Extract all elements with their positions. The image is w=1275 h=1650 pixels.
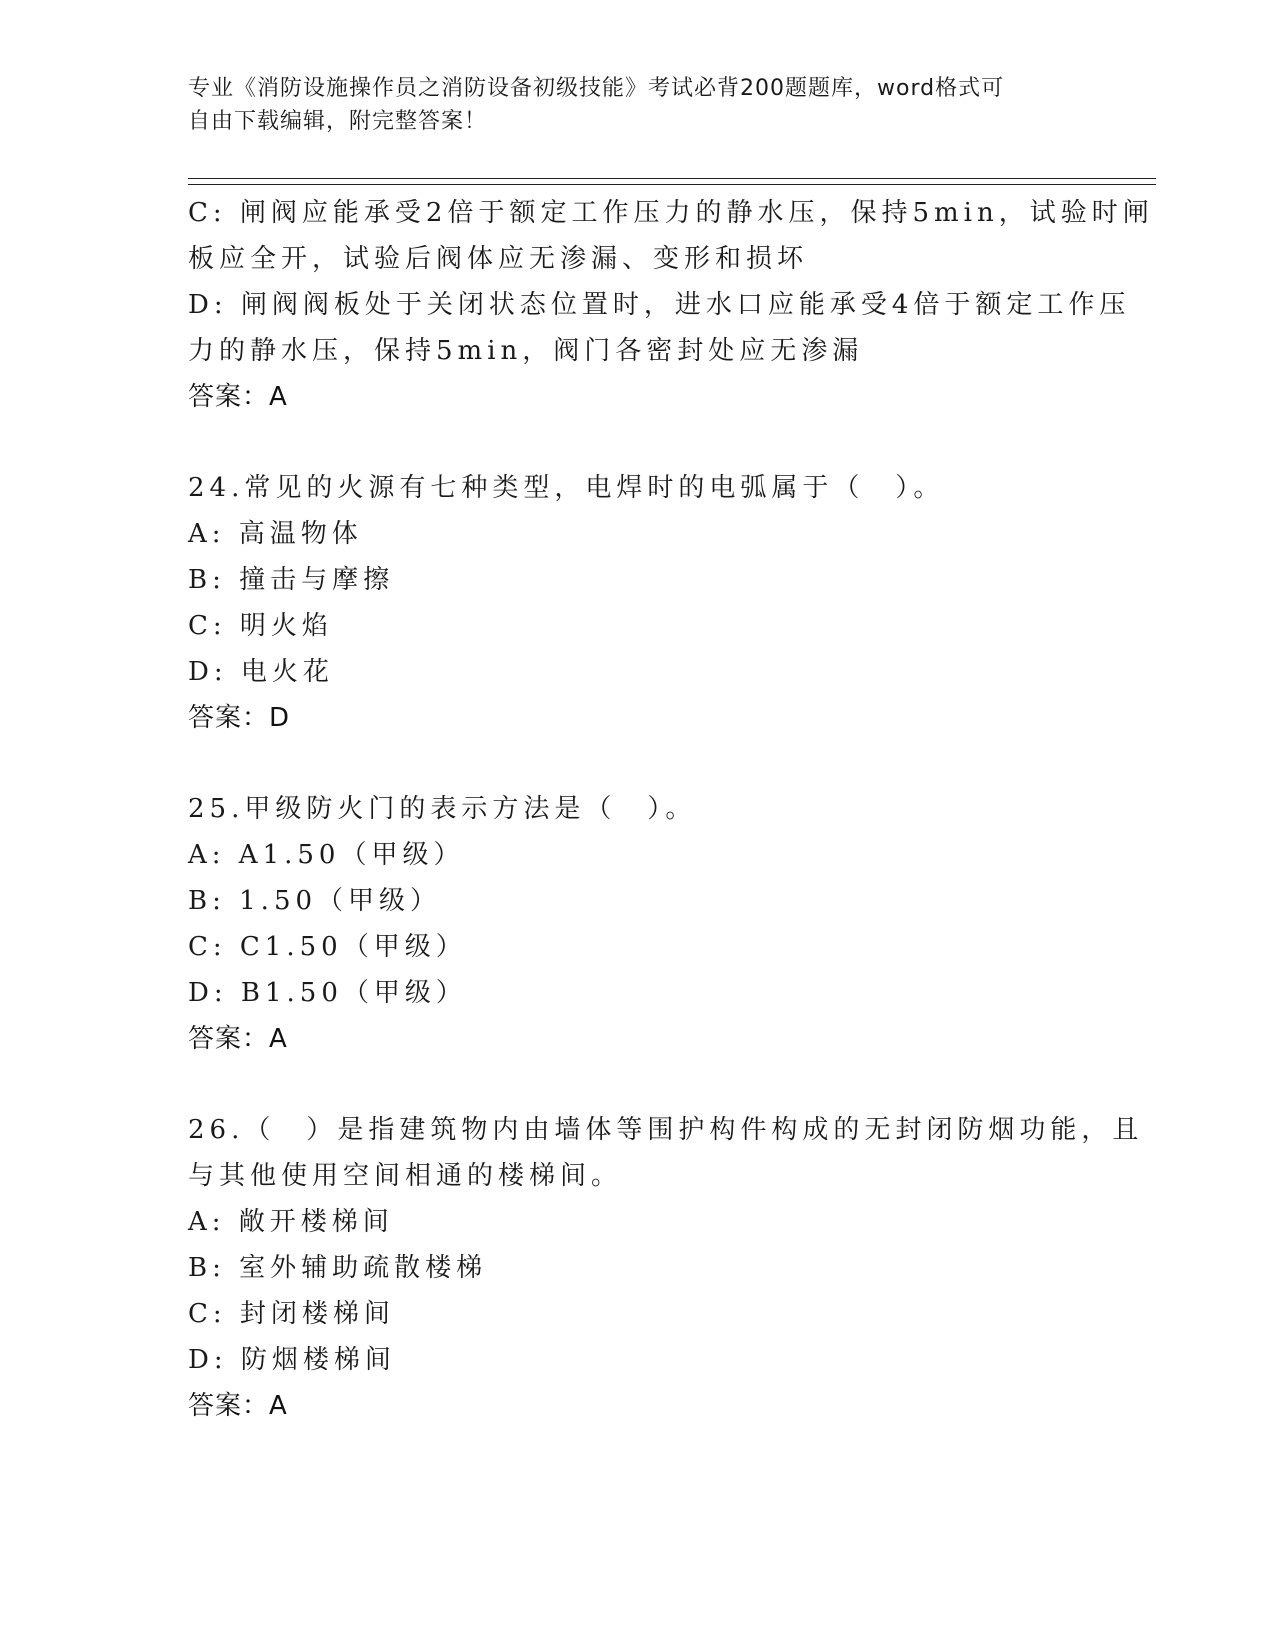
question-stem-line-2: 与其他使用空间相通的楼梯间。 — [188, 1161, 623, 1191]
question-24 — [188, 465, 1088, 741]
option-c-line-1: C: 闸阀应能承受2倍于额定工作压力的静水压，保持5min，试验时闸 — [188, 198, 1154, 228]
option-a: A: 高温物体 — [188, 519, 363, 549]
option-d: D: B1.50（甲级） — [188, 978, 467, 1008]
question-stem: 24.常见的火源有七种类型，电焊时的电弧属于（ ）。 — [188, 473, 945, 503]
question-list — [188, 190, 1154, 1429]
spacer — [188, 420, 1088, 465]
header-divider-bottom — [188, 184, 1156, 185]
document-header — [188, 72, 1068, 138]
option-b: B: 撞击与摩擦 — [188, 565, 395, 595]
question-stem: 25.甲级防火门的表示方法是（ ）。 — [188, 794, 697, 824]
answer-label: 答案：A — [188, 1391, 288, 1421]
answer-label: 答案：D — [188, 703, 291, 733]
option-d: D: 防烟楼梯间 — [188, 1345, 396, 1375]
header-line-1: 专业《消防设施操作员之消防设备初级技能》考试必背200题题库，word格式可 — [188, 76, 1005, 101]
option-c-line-2: 板应全开，试验后阀体应无渗漏、变形和损坏 — [188, 244, 809, 274]
question-stem-line-1: 26.（ ）是指建筑物内由墙体等围护构件构成的无封闭防烟功能，且 — [188, 1115, 1144, 1145]
option-d-line-2: 力的静水压，保持5min，阀门各密封处应无渗漏 — [188, 336, 864, 366]
question-23-tail — [188, 190, 1154, 420]
spacer — [188, 741, 1088, 786]
option-d-line-1: D: 闸阀阀板处于关闭状态位置时，进水口应能承受4倍于额定工作压 — [188, 290, 1131, 320]
spacer — [188, 1062, 1088, 1107]
option-a: A: A1.50（甲级） — [188, 840, 465, 870]
option-b: B: 1.50（甲级） — [188, 886, 442, 916]
option-c: C: 封闭楼梯间 — [188, 1299, 395, 1329]
option-c: C: C1.50（甲级） — [188, 932, 467, 962]
header-line-2: 自由下载编辑，附完整答案！ — [188, 109, 488, 134]
option-c: C: 明火焰 — [188, 611, 333, 641]
option-a: A: 敞开楼梯间 — [188, 1207, 394, 1237]
question-25 — [188, 786, 1088, 1062]
option-b: B: 室外辅助疏散楼梯 — [188, 1253, 488, 1283]
question-26 — [188, 1107, 1144, 1429]
option-d: D: 电火花 — [188, 657, 334, 687]
header-divider-top — [188, 178, 1156, 179]
answer-label: 答案：A — [188, 382, 288, 412]
answer-label: 答案：A — [188, 1024, 288, 1054]
